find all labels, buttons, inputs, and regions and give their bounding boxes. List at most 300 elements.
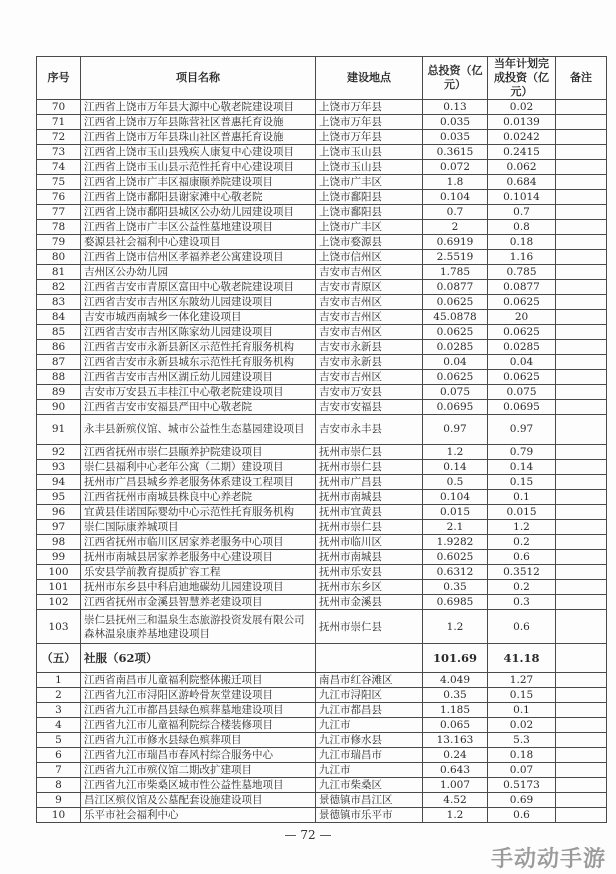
row-project-name: 崇仁县福利中心老年公寓（二期）建设项目: [81, 460, 316, 475]
row-project-name: 江西省上饶市信州区孝福养老公寓建设项目: [81, 250, 316, 265]
row-planned-investment: 0.684: [488, 175, 556, 190]
row-project-name: 崇仁县抚州三和温泉生态旅游投资发展有限公司森林温泉康养基地建设项目: [81, 610, 316, 644]
row-location: 吉安市永新县: [316, 340, 423, 355]
row-index: 10: [37, 808, 81, 823]
header-planned-investment: 当年计划完成投资（亿元）: [488, 57, 556, 100]
row-location: 抚州市崇仁县: [316, 520, 423, 535]
row-total-investment: 2.5519: [423, 250, 488, 265]
row-project-name: 乐平市社会福利中心: [81, 808, 316, 823]
row-total-investment: 1.2: [423, 610, 488, 644]
row-index: 100: [37, 565, 81, 580]
row-planned-investment: 5.3: [488, 733, 556, 748]
row-location: 抚州市临川区: [316, 535, 423, 550]
row-project-name: 崇仁国际康养城项目: [81, 520, 316, 535]
row-location: 上饶市广丰区: [316, 220, 423, 235]
row-project-name: 江西省九江市都昌县绿色殡葬墓地建设项目: [81, 703, 316, 718]
header-project-name: 项目名称: [81, 57, 316, 100]
row-location: 九江市修水县: [316, 733, 423, 748]
row-index: 103: [37, 610, 81, 644]
table-row: [37, 100, 607, 115]
row-project-name: 江西省吉安市吉州区陈家幼儿园建设项目: [81, 325, 316, 340]
row-project-name: 江西省九江市修水县绿色殡葬项目: [81, 733, 316, 748]
row-index: 93: [37, 460, 81, 475]
row-total-investment: 4.049: [423, 673, 488, 688]
row-total-investment: 0.6312: [423, 565, 488, 580]
watermark-logo: 手动动手游: [490, 847, 606, 872]
row-project-name: 江西省吉安市永新县新区示范性托育服务机构: [81, 340, 316, 355]
row-location: 抚州市乐安县: [316, 565, 423, 580]
row-index: 90: [37, 400, 81, 415]
row-project-name: 抚州市广昌县城乡养老服务体系建设工程项目: [81, 475, 316, 490]
row-notes: [556, 595, 607, 610]
section-location: [316, 644, 423, 673]
row-total-investment: 1.185: [423, 703, 488, 718]
row-location: 上饶市玉山县: [316, 145, 423, 160]
row-index: 91: [37, 415, 81, 445]
section-index: （五）: [37, 644, 81, 673]
row-planned-investment: 0.0695: [488, 400, 556, 415]
row-project-name: 昌江区殡仪馆及公墓配套设施建设项目: [81, 793, 316, 808]
row-planned-investment: 0.0625: [488, 295, 556, 310]
row-location: 上饶市婺源县: [316, 235, 423, 250]
row-planned-investment: 0.1014: [488, 190, 556, 205]
row-planned-investment: 0.97: [488, 415, 556, 445]
row-notes: [556, 460, 607, 475]
row-notes: [556, 763, 607, 778]
row-notes: [556, 673, 607, 688]
row-location: 上饶市万年县: [316, 100, 423, 115]
row-project-name: 江西省吉安市永新县城东示范性托育服务机构: [81, 355, 316, 370]
row-planned-investment: 0.69: [488, 793, 556, 808]
row-index: 98: [37, 535, 81, 550]
row-index: 79: [37, 235, 81, 250]
row-planned-investment: 0.1: [488, 490, 556, 505]
row-planned-investment: 0.04: [488, 355, 556, 370]
table-row: [37, 535, 607, 550]
row-project-name: 江西省九江市瑞昌市春风村综合服务中心: [81, 748, 316, 763]
row-notes: [556, 445, 607, 460]
row-index: 80: [37, 250, 81, 265]
section-row: [37, 644, 607, 673]
row-notes: [556, 100, 607, 115]
row-planned-investment: 0.14: [488, 460, 556, 475]
row-location: 抚州市崇仁县: [316, 460, 423, 475]
row-total-investment: 0.0625: [423, 370, 488, 385]
table-row: [37, 793, 607, 808]
row-planned-investment: 0.8: [488, 220, 556, 235]
row-index: 4: [37, 718, 81, 733]
row-total-investment: 0.04: [423, 355, 488, 370]
row-planned-investment: 0.2: [488, 535, 556, 550]
table-row: [37, 550, 607, 565]
row-notes: [556, 610, 607, 644]
row-total-investment: 0.6985: [423, 595, 488, 610]
table-row: [37, 355, 607, 370]
row-index: 78: [37, 220, 81, 235]
row-index: 6: [37, 748, 81, 763]
row-notes: [556, 385, 607, 400]
row-total-investment: 0.35: [423, 688, 488, 703]
section-planned: 41.18: [488, 644, 556, 673]
row-location: 吉安市吉州区: [316, 310, 423, 325]
row-location: 吉安市吉州区: [316, 295, 423, 310]
row-total-investment: 4.52: [423, 793, 488, 808]
row-planned-investment: 0.0242: [488, 130, 556, 145]
table-row: [37, 415, 607, 445]
row-total-investment: 0.13: [423, 100, 488, 115]
row-location: 九江市: [316, 763, 423, 778]
row-location: 上饶市玉山县: [316, 160, 423, 175]
row-planned-investment: 0.0625: [488, 325, 556, 340]
row-project-name: 江西省上饶市玉山县残疾人康复中心建设项目: [81, 145, 316, 160]
row-total-investment: 0.0285: [423, 340, 488, 355]
row-project-name: 江西省九江市儿童福利院综合楼装修项目: [81, 718, 316, 733]
row-location: 九江市瑞昌市: [316, 748, 423, 763]
row-location: 吉安市万安县: [316, 385, 423, 400]
row-index: 86: [37, 340, 81, 355]
row-location: 九江市都昌县: [316, 703, 423, 718]
row-notes: [556, 145, 607, 160]
row-location: 抚州市南城县: [316, 490, 423, 505]
row-total-investment: 0.3615: [423, 145, 488, 160]
row-index: 77: [37, 205, 81, 220]
table-row: [37, 325, 607, 340]
row-total-investment: 0.075: [423, 385, 488, 400]
row-notes: [556, 160, 607, 175]
row-total-investment: 45.0878: [423, 310, 488, 325]
row-project-name: 江西省吉安市吉州区东陂幼儿园建设项目: [81, 295, 316, 310]
table-row: [37, 703, 607, 718]
row-project-name: 宜黄县佳诺国际婴幼中心示范性托育服务机构: [81, 505, 316, 520]
row-notes: [556, 340, 607, 355]
row-planned-investment: 0.785: [488, 265, 556, 280]
table-row: [37, 565, 607, 580]
row-location: 吉安市青原区: [316, 280, 423, 295]
row-planned-investment: 0.15: [488, 475, 556, 490]
row-notes: [556, 250, 607, 265]
row-index: 88: [37, 370, 81, 385]
header-notes: 备注: [556, 57, 607, 100]
row-location: 吉安市永丰县: [316, 415, 423, 445]
row-project-name: 永丰县新殡仪馆、城市公益性生态墓园建设项目: [81, 415, 316, 445]
row-total-investment: 0.14: [423, 460, 488, 475]
row-project-name: 江西省上饶市广丰区福康颐养院建设项目: [81, 175, 316, 190]
row-location: 抚州市东乡区: [316, 580, 423, 595]
row-planned-investment: 0.0625: [488, 370, 556, 385]
row-planned-investment: 0.1: [488, 703, 556, 718]
row-planned-investment: 0.0139: [488, 115, 556, 130]
row-project-name: 乐安县学前教育提质扩容工程: [81, 565, 316, 580]
table-body-section-rows: [37, 673, 607, 823]
table-row: [37, 490, 607, 505]
row-index: 81: [37, 265, 81, 280]
row-planned-investment: 20: [488, 310, 556, 325]
row-notes: [556, 520, 607, 535]
table-row: [37, 610, 607, 644]
row-total-investment: 0.0695: [423, 400, 488, 415]
row-project-name: 江西省吉安市青原区富田中心敬老院建设项目: [81, 280, 316, 295]
row-total-investment: 1.785: [423, 265, 488, 280]
row-notes: [556, 235, 607, 250]
table-header-row: [37, 57, 607, 100]
row-project-name: 江西省抚州市金溪县智慧养老建设项目: [81, 595, 316, 610]
table-row: [37, 673, 607, 688]
row-location: 抚州市广昌县: [316, 475, 423, 490]
row-planned-investment: 0.3512: [488, 565, 556, 580]
header-index: 序号: [37, 57, 81, 100]
row-location: 上饶市广丰区: [316, 175, 423, 190]
row-notes: [556, 310, 607, 325]
row-location: 上饶市万年县: [316, 115, 423, 130]
row-total-investment: 2: [423, 220, 488, 235]
row-index: 89: [37, 385, 81, 400]
table-row: [37, 718, 607, 733]
row-location: 吉安市吉州区: [316, 370, 423, 385]
table-row: [37, 505, 607, 520]
row-index: 82: [37, 280, 81, 295]
row-project-name: 江西省南昌市儿童福利院整体搬迁项目: [81, 673, 316, 688]
table-row: [37, 400, 607, 415]
row-notes: [556, 220, 607, 235]
row-index: 85: [37, 325, 81, 340]
row-project-name: 江西省上饶市万年县珠山社区普惠托育设施: [81, 130, 316, 145]
row-project-name: 江西省九江市浔阳区游岭骨灰堂建设项目: [81, 688, 316, 703]
row-project-name: 江西省九江市柴桑区城市性公益性墓地项目: [81, 778, 316, 793]
row-project-name: 吉安市城西南城乡一体化建设项目: [81, 310, 316, 325]
row-total-investment: 13.163: [423, 733, 488, 748]
table-row: [37, 748, 607, 763]
table-row: [37, 595, 607, 610]
row-notes: [556, 490, 607, 505]
table-row: [37, 778, 607, 793]
section-total: 101.69: [423, 644, 488, 673]
row-planned-investment: 0.02: [488, 718, 556, 733]
row-index: 72: [37, 130, 81, 145]
row-total-investment: 1.8: [423, 175, 488, 190]
row-notes: [556, 580, 607, 595]
table-row: [37, 733, 607, 748]
row-notes: [556, 355, 607, 370]
row-total-investment: 0.072: [423, 160, 488, 175]
row-notes: [556, 115, 607, 130]
row-planned-investment: 0.2415: [488, 145, 556, 160]
row-planned-investment: 0.18: [488, 748, 556, 763]
row-location: 抚州市崇仁县: [316, 445, 423, 460]
header-total-investment: 总投资（亿元）: [423, 57, 488, 100]
row-notes: [556, 370, 607, 385]
row-project-name: 抚州市东乡县中科启迪地碳幼儿园建设项目: [81, 580, 316, 595]
row-index: 7: [37, 763, 81, 778]
row-index: 102: [37, 595, 81, 610]
row-total-investment: 0.97: [423, 415, 488, 445]
row-notes: [556, 130, 607, 145]
page-number: — 72 —: [284, 828, 332, 842]
row-index: 92: [37, 445, 81, 460]
row-notes: [556, 175, 607, 190]
row-index: 2: [37, 688, 81, 703]
row-location: 抚州市金溪县: [316, 595, 423, 610]
row-notes: [556, 550, 607, 565]
table-body-section: [37, 644, 607, 673]
row-project-name: 抚州市南城县居家养老服务中心建设项目: [81, 550, 316, 565]
row-total-investment: 0.0877: [423, 280, 488, 295]
row-planned-investment: 0.015: [488, 505, 556, 520]
row-index: 71: [37, 115, 81, 130]
row-index: 73: [37, 145, 81, 160]
row-location: 上饶市鄱阳县: [316, 205, 423, 220]
row-notes: [556, 325, 607, 340]
row-total-investment: 0.104: [423, 490, 488, 505]
row-project-name: 江西省抚州市南城县株良中心养老院: [81, 490, 316, 505]
table-row: [37, 460, 607, 475]
table-body-main: [37, 100, 607, 644]
table-row: [37, 763, 607, 778]
project-table: [36, 56, 607, 823]
row-index: 75: [37, 175, 81, 190]
row-planned-investment: 0.02: [488, 100, 556, 115]
row-total-investment: 0.24: [423, 748, 488, 763]
row-project-name: 江西省上饶市鄱阳县城区公办幼儿园建设项目: [81, 205, 316, 220]
row-notes: [556, 205, 607, 220]
row-index: 1: [37, 673, 81, 688]
row-total-investment: 1.9282: [423, 535, 488, 550]
row-index: 70: [37, 100, 81, 115]
table-row: [37, 808, 607, 823]
row-total-investment: 0.0625: [423, 325, 488, 340]
row-total-investment: 0.104: [423, 190, 488, 205]
row-index: 101: [37, 580, 81, 595]
row-notes: [556, 280, 607, 295]
row-project-name: 江西省抚州市临川区居家养老服务中心项目: [81, 535, 316, 550]
row-planned-investment: 0.79: [488, 445, 556, 460]
row-total-investment: 0.035: [423, 130, 488, 145]
table-row: [37, 175, 607, 190]
row-planned-investment: 1.16: [488, 250, 556, 265]
row-total-investment: 0.7: [423, 205, 488, 220]
row-total-investment: 1.007: [423, 778, 488, 793]
row-location: 吉安市吉州区: [316, 325, 423, 340]
row-notes: [556, 688, 607, 703]
table-row: [37, 235, 607, 250]
row-total-investment: 1.2: [423, 808, 488, 823]
section-notes: [556, 644, 607, 673]
row-location: 抚州市宜黄县: [316, 505, 423, 520]
row-index: 5: [37, 733, 81, 748]
row-project-name: 江西省上饶市广丰区公益性墓地建设项目: [81, 220, 316, 235]
table-row: [37, 205, 607, 220]
row-project-name: 江西省抚州市崇仁县颐养护院建设项目: [81, 445, 316, 460]
table-row: [37, 265, 607, 280]
row-notes: [556, 808, 607, 823]
row-planned-investment: 1.27: [488, 673, 556, 688]
row-planned-investment: 1.2: [488, 520, 556, 535]
row-location: 九江市柴桑区: [316, 778, 423, 793]
row-total-investment: 0.065: [423, 718, 488, 733]
table-row: [37, 445, 607, 460]
row-location: 上饶市鄱阳县: [316, 190, 423, 205]
row-notes: [556, 265, 607, 280]
row-total-investment: 0.035: [423, 115, 488, 130]
section-title: 社服（62项）: [81, 644, 316, 673]
row-total-investment: 1.2: [423, 445, 488, 460]
row-planned-investment: 0.6: [488, 610, 556, 644]
row-index: 74: [37, 160, 81, 175]
row-index: 95: [37, 490, 81, 505]
row-location: 上饶市信州区: [316, 250, 423, 265]
row-location: 抚州市崇仁县: [316, 610, 423, 644]
row-total-investment: 0.6025: [423, 550, 488, 565]
row-project-name: 江西省吉安市安福县严田中心敬老院: [81, 400, 316, 415]
row-index: 94: [37, 475, 81, 490]
row-notes: [556, 703, 607, 718]
row-notes: [556, 565, 607, 580]
row-location: 景德镇市昌江区: [316, 793, 423, 808]
header-location: 建设地点: [316, 57, 423, 100]
row-notes: [556, 718, 607, 733]
row-location: 吉安市吉州区: [316, 265, 423, 280]
row-notes: [556, 190, 607, 205]
table-row: [37, 295, 607, 310]
row-location: 景德镇市乐平市: [316, 808, 423, 823]
row-notes: [556, 400, 607, 415]
row-notes: [556, 295, 607, 310]
table-row: [37, 580, 607, 595]
table-row: [37, 340, 607, 355]
row-index: 84: [37, 310, 81, 325]
table-row: [37, 688, 607, 703]
row-index: 99: [37, 550, 81, 565]
row-index: 97: [37, 520, 81, 535]
row-planned-investment: 0.5173: [488, 778, 556, 793]
row-total-investment: 0.643: [423, 763, 488, 778]
row-notes: [556, 793, 607, 808]
table-row: [37, 475, 607, 490]
row-project-name: 吉州区公办幼儿园: [81, 265, 316, 280]
row-location: 南昌市红谷滩区: [316, 673, 423, 688]
row-planned-investment: 0.2: [488, 580, 556, 595]
row-planned-investment: 0.6: [488, 808, 556, 823]
row-planned-investment: 0.0285: [488, 340, 556, 355]
row-total-investment: 0.35: [423, 580, 488, 595]
row-planned-investment: 0.07: [488, 763, 556, 778]
row-planned-investment: 0.3: [488, 595, 556, 610]
table-row: [37, 370, 607, 385]
row-location: 抚州市南城县: [316, 550, 423, 565]
table-row: [37, 130, 607, 145]
row-index: 76: [37, 190, 81, 205]
row-project-name: 江西省上饶市鄱阳县谢家滩中心敬老院: [81, 190, 316, 205]
row-notes: [556, 505, 607, 520]
row-project-name: 江西省上饶市玉山县示范性托育中心建设项目: [81, 160, 316, 175]
table-row: [37, 160, 607, 175]
row-index: 83: [37, 295, 81, 310]
table-row: [37, 220, 607, 235]
row-index: 3: [37, 703, 81, 718]
row-project-name: 江西省吉安市吉州区湖丘幼儿园建设项目: [81, 370, 316, 385]
row-project-name: 江西省上饶市万年县大源中心敬老院建设项目: [81, 100, 316, 115]
row-index: 8: [37, 778, 81, 793]
row-notes: [556, 778, 607, 793]
row-notes: [556, 733, 607, 748]
row-project-name: 婺源县社会福利中心建设项目: [81, 235, 316, 250]
row-total-investment: 0.015: [423, 505, 488, 520]
row-total-investment: 0.6919: [423, 235, 488, 250]
table-row: [37, 145, 607, 160]
row-location: 九江市: [316, 718, 423, 733]
table-row: [37, 115, 607, 130]
row-planned-investment: 0.7: [488, 205, 556, 220]
table-row: [37, 280, 607, 295]
